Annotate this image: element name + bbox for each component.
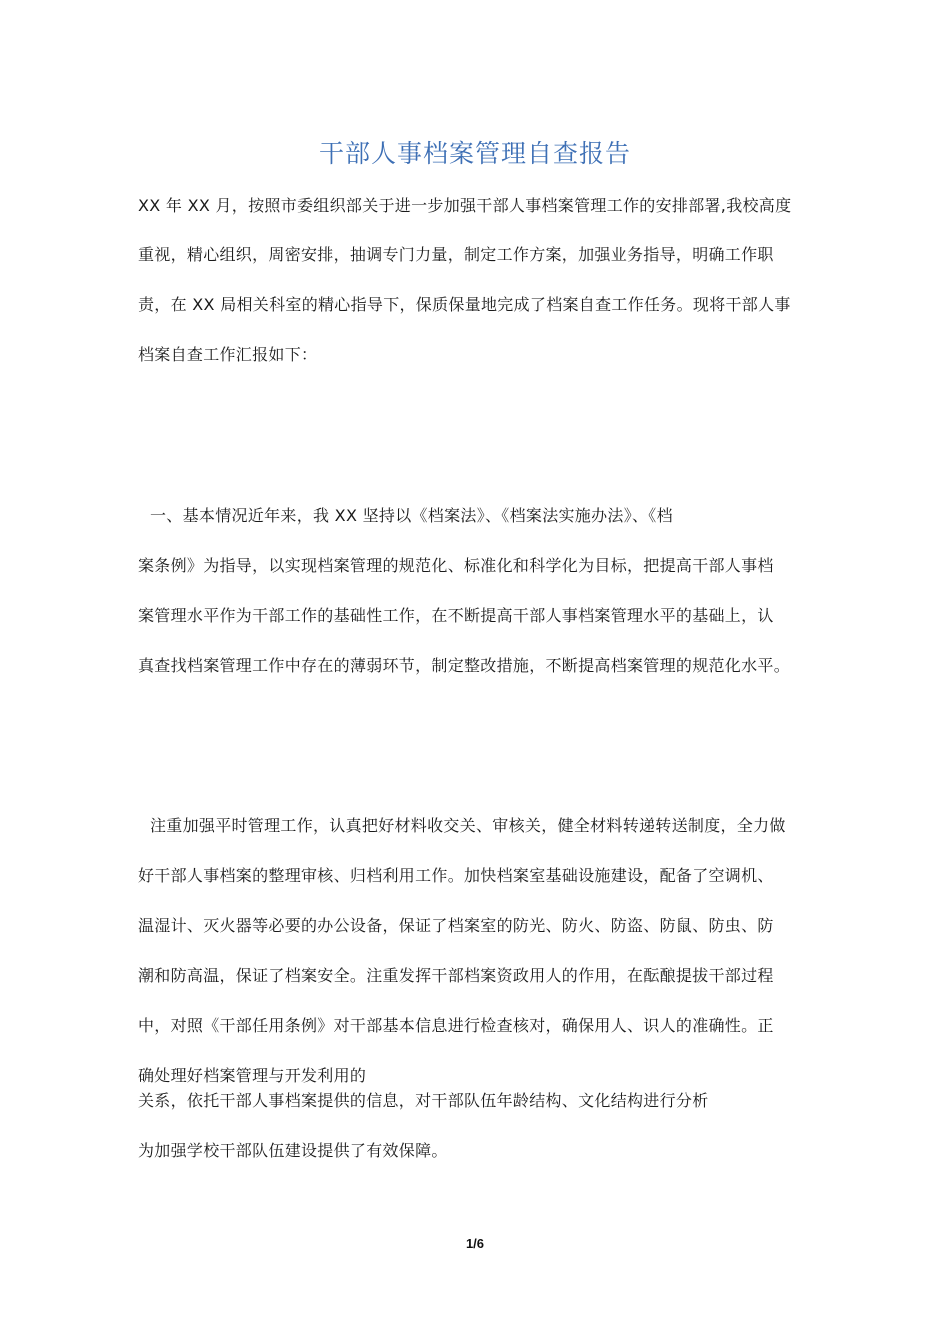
paragraph-line: 温湿计、灭火器等必要的办公设备，保证了档案室的防光、防火、防盗、防鼠、防虫、防 <box>138 916 774 935</box>
paragraph-line: 注重加强平时管理工作，认真把好材料收交关、审核关，健全材料转递转送制度，全力做 <box>150 816 786 835</box>
paragraph-line: 一、基本情况近年来，我 XX 坚持以《档案法》、《档案法实施办法》、《档 <box>150 506 673 525</box>
paragraph-line: 案条例》为指导，以实现档案管理的规范化、标准化和科学化为目标，把提高干部人事档 <box>138 556 774 575</box>
paragraph-line: 确处理好档案管理与开发利用的 <box>138 1066 367 1085</box>
document-title: 干部人事档案管理自查报告 <box>318 139 631 168</box>
paragraph-line: 真查找档案管理工作中存在的薄弱环节，制定整改措施，不断提高档案管理的规范化水平。 <box>138 656 791 675</box>
paragraph-line: 责，在 XX 局相关科室的精心指导下，保质保量地完成了档案自查工作任务。现将干部人事 <box>138 295 791 314</box>
paragraph-line: 档案自查工作汇报如下： <box>138 345 318 364</box>
paragraph-line: 重视，精心组织，周密安排，抽调专门力量，制定工作方案，加强业务指导，明确工作职 <box>138 245 774 264</box>
paragraph-line: 中，对照《干部任用条例》对干部基本信息进行检查核对，确保用人、识人的准确性。正 <box>138 1016 774 1035</box>
paragraph-line: 为加强学校干部队伍建设提供了有效保障。 <box>138 1141 448 1160</box>
paragraph-line: XX 年 XX 月，按照市委组织部关于进一步加强干部人事档案管理工作的安排部署,我校高度 <box>138 196 792 215</box>
paragraph-line: 关系，依托干部人事档案提供的信息，对干部队伍年龄结构、文化结构进行分析 <box>138 1091 709 1110</box>
page-indicator: 1/6 <box>465 1236 485 1251</box>
paragraph-line: 案管理水平作为干部工作的基础性工作，在不断提高干部人事档案管理水平的基础上，认 <box>138 606 774 625</box>
paragraph-line: 潮和防高温，保证了档案安全。注重发挥干部档案资政用人的作用，在酝酿提拔干部过程 <box>138 966 774 985</box>
paragraph-line: 好干部人事档案的整理审核、归档利用工作。加快档案室基础设施建设，配备了空调机、 <box>138 866 774 885</box>
